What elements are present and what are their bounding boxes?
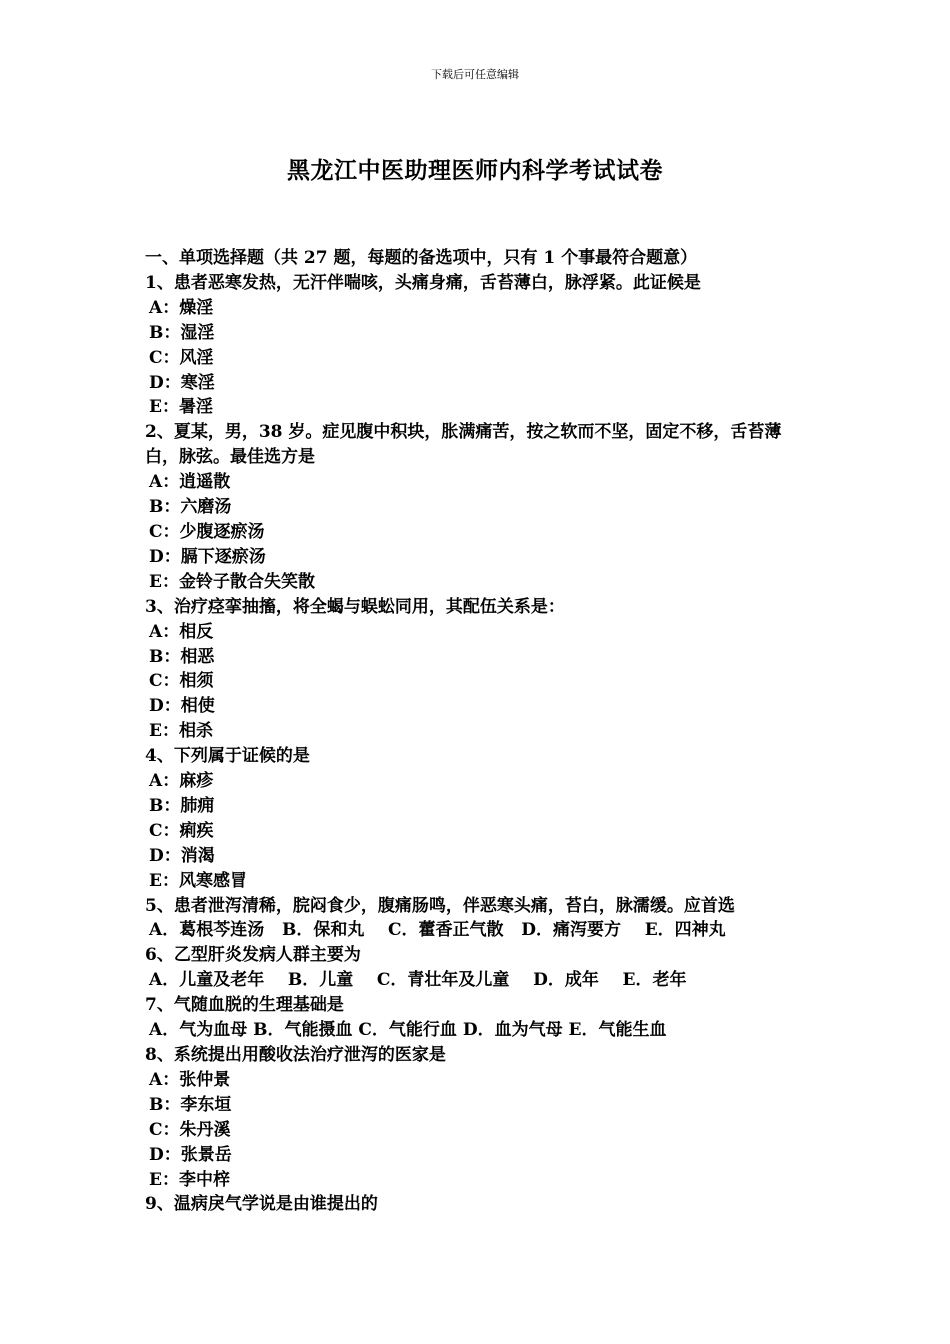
option-d: D：相使 xyxy=(149,696,215,717)
option-b: B：湿淫 xyxy=(149,322,215,343)
header-note: 下载后可任意编辑 xyxy=(431,68,519,81)
question-stem: 5、患者泄泻清稀，脘闷食少，腹痛肠鸣，伴恶寒头痛，苔白，脉濡缓。应首选 xyxy=(145,895,735,916)
question-stem: 7、气随血脱的生理基础是 xyxy=(145,995,344,1016)
inline-options: A．葛根芩连汤 B．保和丸 C．藿香正气散 D．痛泻要方 E．四神丸 xyxy=(149,920,726,941)
question-stem: 3、治疗痉挛抽搐，将全蝎与蜈蚣同用，其配伍关系是： xyxy=(145,596,565,617)
option-d: D：膈下逐瘀汤 xyxy=(149,546,266,567)
section-heading: 一、单项选择题（共 27 题，每题的备选项中，只有 1 个事最符合题意） xyxy=(145,248,698,268)
question-stem: 2、夏某，男，38 岁。症见腹中积块，胀满痛苦，按之软而不坚，固定不移，舌苔薄白，脉弦。最佳选方是 xyxy=(145,422,782,468)
question-stem: 8、系统提出用酸收法治疗泄泻的医家是 xyxy=(145,1045,446,1065)
document-title: 黑龙江中医助理医师内科学考试试卷 xyxy=(287,157,663,184)
option-e: E：暑淫 xyxy=(149,397,213,418)
option-e: E：风寒感冒 xyxy=(149,870,247,891)
question-6 xyxy=(145,943,810,993)
option-e: E：金铃子散合失笑散 xyxy=(149,571,315,592)
option-a: A：张仲景 xyxy=(149,1069,231,1090)
question-9 xyxy=(145,1192,810,1217)
question-3 xyxy=(145,595,810,744)
option-b: B：六磨汤 xyxy=(149,497,232,518)
question-4 xyxy=(145,744,810,893)
option-e: E：李中梓 xyxy=(149,1169,230,1190)
option-c: C：相须 xyxy=(149,671,214,692)
option-d: D：消渴 xyxy=(149,845,215,866)
option-a: A：相反 xyxy=(149,621,214,642)
option-a: A：麻疹 xyxy=(149,771,214,792)
question-8 xyxy=(145,1043,810,1192)
inline-options: A．气为血母 B．气能摄血 C．气能行血 D．血为气母 E．气能生血 xyxy=(149,1020,667,1041)
option-c: C：朱丹溪 xyxy=(149,1119,231,1140)
question-5 xyxy=(145,894,810,944)
question-stem: 1、患者恶寒发热，无汗伴喘咳，头痛身痛，舌苔薄白，脉浮紧。此证候是 xyxy=(145,272,701,293)
question-stem: 6、乙型肝炎发病人群主要为 xyxy=(145,945,361,966)
option-b: B：李东垣 xyxy=(149,1094,232,1115)
option-d: D：寒淫 xyxy=(149,372,215,393)
option-b: B：肺痈 xyxy=(149,795,215,816)
inline-options: A．儿童及老年 B．儿童 C．青壮年及儿童 D．成年 E．老年 xyxy=(149,970,687,991)
option-a: A：逍遥散 xyxy=(149,472,231,493)
option-c: C：少腹逐瘀汤 xyxy=(149,521,265,542)
option-d: D：张景岳 xyxy=(149,1144,232,1165)
option-a: A：燥淫 xyxy=(149,297,214,318)
option-b: B：相恶 xyxy=(149,646,215,667)
question-1 xyxy=(145,271,810,420)
question-7 xyxy=(145,993,810,1043)
document-body xyxy=(145,246,810,1217)
option-c: C：痢疾 xyxy=(149,820,214,841)
question-2 xyxy=(145,420,810,594)
question-stem: 4、下列属于证候的是 xyxy=(145,746,310,767)
option-c: C：风淫 xyxy=(149,347,214,368)
option-e: E：相杀 xyxy=(149,721,213,742)
question-stem: 9、温病戾气学说是由谁提出的 xyxy=(145,1194,378,1215)
